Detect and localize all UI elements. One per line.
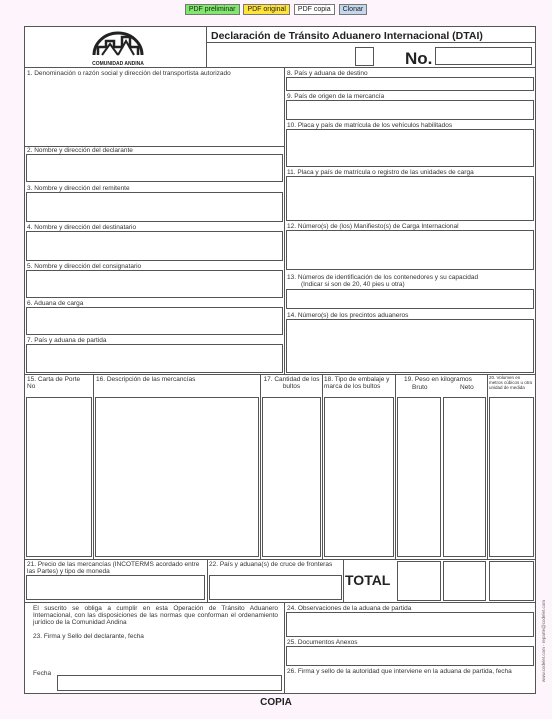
- divider: [206, 42, 535, 43]
- field-11-input[interactable]: [286, 176, 534, 221]
- field-10-input[interactable]: [286, 129, 534, 167]
- divider: [343, 559, 344, 602]
- divider: [206, 27, 207, 67]
- field-14-input[interactable]: [286, 319, 534, 373]
- field-21-input[interactable]: [26, 575, 205, 600]
- field-13-label: 13. Números de identificación de los contenedores y su capacidad: [287, 274, 479, 281]
- field-13-input[interactable]: [286, 289, 534, 309]
- field-2-input[interactable]: [26, 154, 283, 182]
- divider: [284, 602, 285, 693]
- col-17-label: 17. Cantidad de los bultos: [263, 376, 320, 390]
- divider: [25, 374, 535, 375]
- divider: [25, 67, 535, 68]
- declaration-text: El suscrito se obliga a cumplir en esta Operación de Tránsito Aduanero Internacional, con las disposiciones de las normas que conforman el ordenamiento jurídico de la Comunidad Andina: [33, 605, 278, 626]
- field-14-label: 14. Número(s) de los precintos aduaneros: [287, 312, 409, 319]
- divider: [260, 374, 261, 559]
- divider: [284, 67, 285, 374]
- field-3-label: 3. Nombre y dirección del remitente: [27, 185, 130, 192]
- total-bruto-input[interactable]: [397, 561, 441, 601]
- divider: [25, 559, 535, 560]
- field-11-label: 11. Placa y país de matrícula o registro de las unidades de carga: [287, 169, 474, 176]
- col-20-label: 20. Volumen en metros cúbicos u otra unidad de medida: [489, 375, 533, 390]
- field-3-input[interactable]: [26, 192, 283, 222]
- field-6-input[interactable]: [26, 307, 283, 335]
- col-16-label: 16. Descripción de las mercancías: [96, 376, 196, 383]
- form-title: Declaración de Tránsito Aduanero Internacional (DTAI): [211, 30, 483, 42]
- pdf-original-button[interactable]: PDF original: [243, 4, 290, 15]
- field-6-label: 6. Aduana de carga: [27, 300, 84, 307]
- field-2-label: 2. Nombre y dirección del declarante: [27, 147, 133, 154]
- col-19-neto-input[interactable]: [443, 397, 486, 557]
- dtai-form: [24, 26, 536, 694]
- field-8-input[interactable]: [286, 77, 534, 91]
- field-22-input[interactable]: [209, 575, 342, 600]
- logo-text: COMUNIDAD ANDINA: [92, 61, 144, 67]
- field-12-input[interactable]: [286, 230, 534, 270]
- field-10-label: 10. Placa y país de matrícula de los vehículos habilitados: [287, 122, 453, 129]
- field-25-input[interactable]: [286, 646, 534, 666]
- field-7-label: 7. País y aduana de partida: [27, 337, 107, 344]
- divider: [93, 374, 94, 559]
- form-number-input[interactable]: [435, 47, 532, 65]
- col-19-neto-label: Neto: [460, 384, 474, 391]
- total-neto-input[interactable]: [443, 561, 486, 601]
- col-20-input[interactable]: [489, 397, 534, 557]
- field-21-label: 21. Precio de las mercancías (INCOTERMS acordado entre las Partes) y tipo de moneda: [27, 561, 200, 575]
- field-24-label: 24. Observaciones de la aduana de partida: [287, 605, 412, 612]
- clonar-button[interactable]: Clonar: [339, 4, 368, 15]
- field-12-label: 12. Número(s) de (los) Manifiesto(s) de Carga Internacional: [287, 223, 459, 230]
- field-9-input[interactable]: [286, 100, 534, 120]
- pdf-preliminar-button[interactable]: PDF preliminar: [185, 4, 240, 15]
- divider: [207, 559, 208, 602]
- field-25-label: 25. Documentos Anexos: [287, 639, 358, 646]
- col-15-label: [27, 376, 87, 390]
- col-18-label: 18. Tipo de embalaje y marca de los bultos: [324, 376, 390, 390]
- field-26-label: 26. Firma y sello de la autoridad que interviene en la aduana de partida, fecha: [287, 668, 512, 675]
- col-16-input[interactable]: [95, 397, 259, 557]
- col-19-bruto-input[interactable]: [397, 397, 441, 557]
- field-4-input[interactable]: [26, 231, 283, 261]
- copia-label: COPIA: [260, 697, 292, 708]
- field-5-input[interactable]: [26, 270, 283, 298]
- divider: [322, 374, 323, 559]
- field-5-label: 5. Nombre y dirección del consignatario: [27, 263, 142, 270]
- no-label: No.: [405, 49, 433, 68]
- total-volumen-input[interactable]: [489, 561, 534, 601]
- field-1-label: 1. Denominación o razón social y dirección del transportista autorizado: [27, 70, 231, 77]
- field-8-label: 8. País y aduana de destino: [287, 70, 368, 77]
- side-credit: www.codelet.com - reparte@codelet.com: [541, 600, 546, 683]
- col-18-input[interactable]: [324, 397, 394, 557]
- col-15-text: 15. Carta de Porte No: [27, 376, 81, 390]
- field-4-label: 4. Nombre y dirección del destinatario: [27, 224, 137, 231]
- field-24-input[interactable]: [286, 612, 534, 637]
- field-23-label: 23. Firma y Sello del declarante, fecha: [33, 633, 144, 640]
- field-22-label: 22. País y aduana(s) de cruce de fronteras: [209, 561, 333, 568]
- toolbar: [0, 4, 552, 15]
- total-label: TOTAL: [345, 572, 391, 588]
- col-17-input[interactable]: [262, 397, 321, 557]
- col-19-label: 19. Peso en kilogramos: [404, 376, 472, 383]
- col-19-bruto-label: Bruto: [412, 384, 428, 391]
- comunidad-andina-logo: [88, 31, 148, 67]
- fecha-label: Fecha: [33, 670, 52, 677]
- pdf-copia-button[interactable]: PDF copia: [294, 4, 335, 15]
- field-9-label: 9. País de origen de la mercancía: [287, 93, 385, 100]
- divider: [25, 602, 535, 603]
- check-box[interactable]: [355, 47, 374, 66]
- col-15-input[interactable]: [26, 397, 92, 557]
- divider: [395, 374, 396, 559]
- fecha-input[interactable]: [57, 675, 282, 691]
- divider: [487, 374, 488, 559]
- field-13-note: (Indicar si son de 20, 40 pies u otra): [301, 281, 405, 288]
- field-7-input[interactable]: [26, 344, 283, 373]
